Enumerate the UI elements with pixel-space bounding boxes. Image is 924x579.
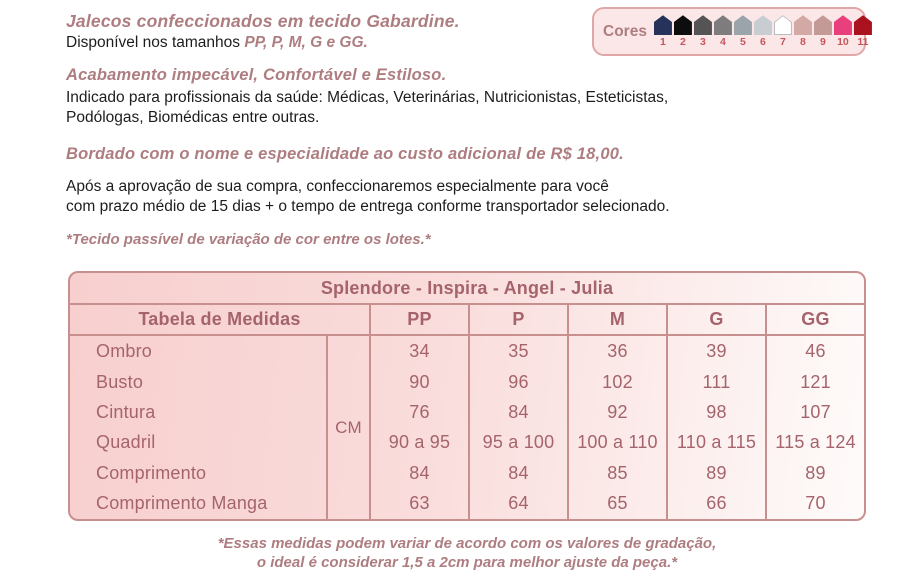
measure-value: 100 a 110: [568, 428, 667, 458]
production-time-line2: com prazo médio de 15 dias + o tempo de entrega conforme transportador selecionado.: [66, 198, 670, 215]
swatch-color-icon: [794, 15, 812, 35]
size-chart-title-row: [70, 273, 864, 304]
swatch-color-icon: [814, 15, 832, 35]
intro-section: [66, 11, 460, 52]
swatch-number: 8: [800, 36, 806, 49]
measure-value: 90: [370, 367, 469, 397]
size-chart-row: [70, 489, 864, 519]
swatch-color-icon: [854, 15, 872, 35]
swatch-color-icon: [754, 15, 772, 35]
size-chart-row: [70, 397, 864, 427]
intro-sizes-value: PP, P, M, G e GG.: [244, 34, 368, 51]
measure-value: 35: [469, 335, 568, 367]
cores-label: Cores: [603, 22, 647, 40]
acabamento-body-line2: Podólogas, Biomédicas entre outras.: [66, 109, 320, 126]
color-swatch-3: [694, 15, 712, 48]
size-chart: [68, 271, 866, 521]
color-swatch-5: [734, 15, 752, 48]
size-chart-row: [70, 458, 864, 488]
size-column-m: M: [568, 304, 667, 335]
measure-value: 98: [667, 397, 766, 427]
color-swatch-list: [654, 15, 872, 48]
measurement-disclaimer: [68, 534, 866, 572]
color-swatch-8: [794, 15, 812, 48]
size-chart-row: [70, 367, 864, 397]
measure-value: 63: [370, 489, 469, 519]
measure-label: Busto: [96, 371, 144, 392]
measure-value: 34: [370, 335, 469, 367]
measure-label: Cintura: [96, 401, 156, 422]
measure-value: 121: [766, 367, 864, 397]
swatch-number: 2: [680, 36, 686, 49]
measure-value: 76: [370, 397, 469, 427]
swatch-number: 7: [780, 36, 786, 49]
measure-value: 36: [568, 335, 667, 367]
acabamento-heading: Acabamento impecável, Confortável e Estiloso.: [66, 66, 447, 84]
intro-sizes-line: [66, 34, 460, 52]
size-column-g: G: [667, 304, 766, 335]
size-chart-title: Splendore - Inspira - Angel - Julia: [70, 273, 864, 304]
production-time-line1: Após a aprovação de sua compra, confeccionaremos especialmente para você: [66, 178, 609, 195]
swatch-number: 9: [820, 36, 826, 49]
measure-label: Ombro: [96, 340, 153, 361]
swatch-number: 11: [857, 36, 869, 49]
fabric-variation-note: *Tecido passível de variação de cor entre os lotes.*: [66, 231, 431, 248]
intro-heading: Jalecos confeccionados em tecido Gabardine.: [66, 11, 460, 31]
swatch-color-icon: [694, 15, 712, 35]
color-swatch-1: [654, 15, 672, 48]
measure-value: 39: [667, 335, 766, 367]
intro-sizes-prefix: Disponível nos tamanhos: [66, 34, 245, 51]
measurement-disclaimer-line1: *Essas medidas podem variar de acordo com os valores de gradação,: [217, 535, 717, 552]
measure-value: 90 a 95: [370, 428, 469, 458]
measure-value: 66: [667, 489, 766, 519]
size-chart-header-row: [70, 304, 864, 335]
size-column-pp: PP: [370, 304, 469, 335]
swatch-number: 1: [660, 36, 666, 49]
production-time-paragraph: [66, 177, 670, 217]
acabamento-body-line1: Indicado para profissionais da saúde: Médicas, Veterinárias, Nutricionistas, Esteticistas,: [66, 89, 669, 106]
measure-value: 84: [370, 458, 469, 488]
measure-value: 70: [766, 489, 864, 519]
size-chart-header-label: Tabela de Medidas: [70, 304, 370, 335]
swatch-number: 6: [760, 36, 766, 49]
measure-value: 95 a 100: [469, 428, 568, 458]
measure-value: 110 a 115: [667, 428, 766, 458]
color-swatch-6: [754, 15, 772, 48]
measure-value: 92: [568, 397, 667, 427]
swatch-color-icon: [834, 15, 852, 35]
bordado-heading: Bordado com o nome e especialidade ao custo adicional de R$ 18,00.: [66, 145, 624, 163]
swatch-color-icon: [674, 15, 692, 35]
measure-value: 84: [469, 397, 568, 427]
unit-cell: CM: [327, 335, 370, 519]
measure-value: 115 a 124: [766, 428, 864, 458]
measure-label: Comprimento: [96, 462, 207, 483]
measure-value: 107: [766, 397, 864, 427]
color-options-panel: [592, 7, 869, 56]
size-chart-table: [70, 273, 864, 519]
measure-value: 85: [568, 458, 667, 488]
measure-value: 64: [469, 489, 568, 519]
swatch-color-icon: [774, 15, 792, 35]
measure-label: Comprimento Manga: [96, 493, 268, 514]
size-column-gg: GG: [766, 304, 864, 335]
color-swatch-9: [814, 15, 832, 48]
color-swatch-11: [854, 15, 872, 48]
bordado-section: [66, 145, 624, 164]
swatch-color-icon: [734, 15, 752, 35]
measure-value: 89: [667, 458, 766, 488]
size-chart-row: [70, 335, 864, 367]
measure-value: 102: [568, 367, 667, 397]
color-swatch-4: [714, 15, 732, 48]
swatch-color-icon: [714, 15, 732, 35]
measure-value: 111: [667, 367, 766, 397]
swatch-number: 4: [720, 36, 726, 49]
swatch-number: 3: [700, 36, 706, 49]
color-swatch-2: [674, 15, 692, 48]
measurement-disclaimer-line2: o ideal é considerar 1,5 a 2cm para melhor ajuste da peça.*: [256, 554, 678, 571]
measure-value: 65: [568, 489, 667, 519]
color-swatch-10: [834, 15, 852, 48]
acabamento-section: [66, 66, 668, 128]
color-swatch-7: [774, 15, 792, 48]
swatch-number: 10: [837, 36, 849, 49]
measure-value: 89: [766, 458, 864, 488]
size-column-p: P: [469, 304, 568, 335]
swatch-number: 5: [740, 36, 746, 49]
size-chart-row: [70, 428, 864, 458]
swatch-color-icon: [654, 15, 672, 35]
measure-value: 96: [469, 367, 568, 397]
measure-value: 46: [766, 335, 864, 367]
measure-value: 84: [469, 458, 568, 488]
measure-label: Quadril: [96, 432, 156, 453]
